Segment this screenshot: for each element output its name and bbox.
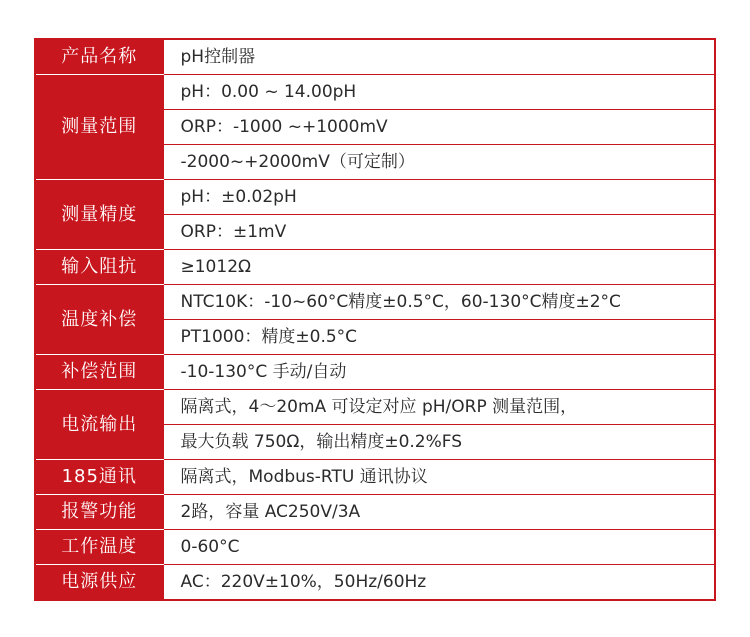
spec-value: ≥1012Ω <box>163 250 715 285</box>
table-row <box>35 460 715 495</box>
spec-table-body <box>35 39 715 600</box>
spec-value: pH：±0.02pH <box>163 180 715 215</box>
table-row <box>35 250 715 285</box>
spec-value: -10-130°C 手动/自动 <box>163 355 715 390</box>
spec-value: 隔离式，Modbus-RTU 通讯协议 <box>163 460 715 495</box>
spec-value: PT1000：精度±0.5°C <box>163 320 715 355</box>
spec-value: 隔离式，4～20mA 可设定对应 pH/ORP 测量范围， <box>163 390 715 425</box>
spec-label: 电流输出 <box>35 390 163 460</box>
spec-label: 工作温度 <box>35 530 163 565</box>
spec-table <box>34 38 716 601</box>
spec-value: ORP：±1mV <box>163 215 715 250</box>
spec-value: 最大负载 750Ω，输出精度±0.2%FS <box>163 425 715 460</box>
spec-value: pH：0.00 ~ 14.00pH <box>163 75 715 110</box>
spec-value: pH控制器 <box>163 39 715 75</box>
spec-value: AC：220V±10%，50Hz/60Hz <box>163 565 715 601</box>
spec-label: 电源供应 <box>35 565 163 601</box>
spec-label: 产品名称 <box>35 39 163 75</box>
table-row <box>35 355 715 390</box>
spec-label: 补偿范围 <box>35 355 163 390</box>
spec-value: ORP：-1000 ~+1000mV <box>163 110 715 145</box>
spec-value: 2路，容量 AC250V/3A <box>163 495 715 530</box>
spec-label: 报警功能 <box>35 495 163 530</box>
spec-label: 测量范围 <box>35 75 163 180</box>
table-row <box>35 390 715 425</box>
spec-value: 0-60°C <box>163 530 715 565</box>
table-row <box>35 285 715 320</box>
spec-label: 输入阻抗 <box>35 250 163 285</box>
spec-value: NTC10K：-10~60°C精度±0.5°C，60-130°C精度±2°C <box>163 285 715 320</box>
table-row <box>35 530 715 565</box>
spec-label: 温度补偿 <box>35 285 163 355</box>
table-row <box>35 565 715 601</box>
table-row <box>35 495 715 530</box>
table-row <box>35 39 715 75</box>
spec-value: -2000~+2000mV（可定制） <box>163 145 715 180</box>
table-row <box>35 180 715 215</box>
spec-label: 测量精度 <box>35 180 163 250</box>
table-row <box>35 75 715 110</box>
spec-label: 185通讯 <box>35 460 163 495</box>
